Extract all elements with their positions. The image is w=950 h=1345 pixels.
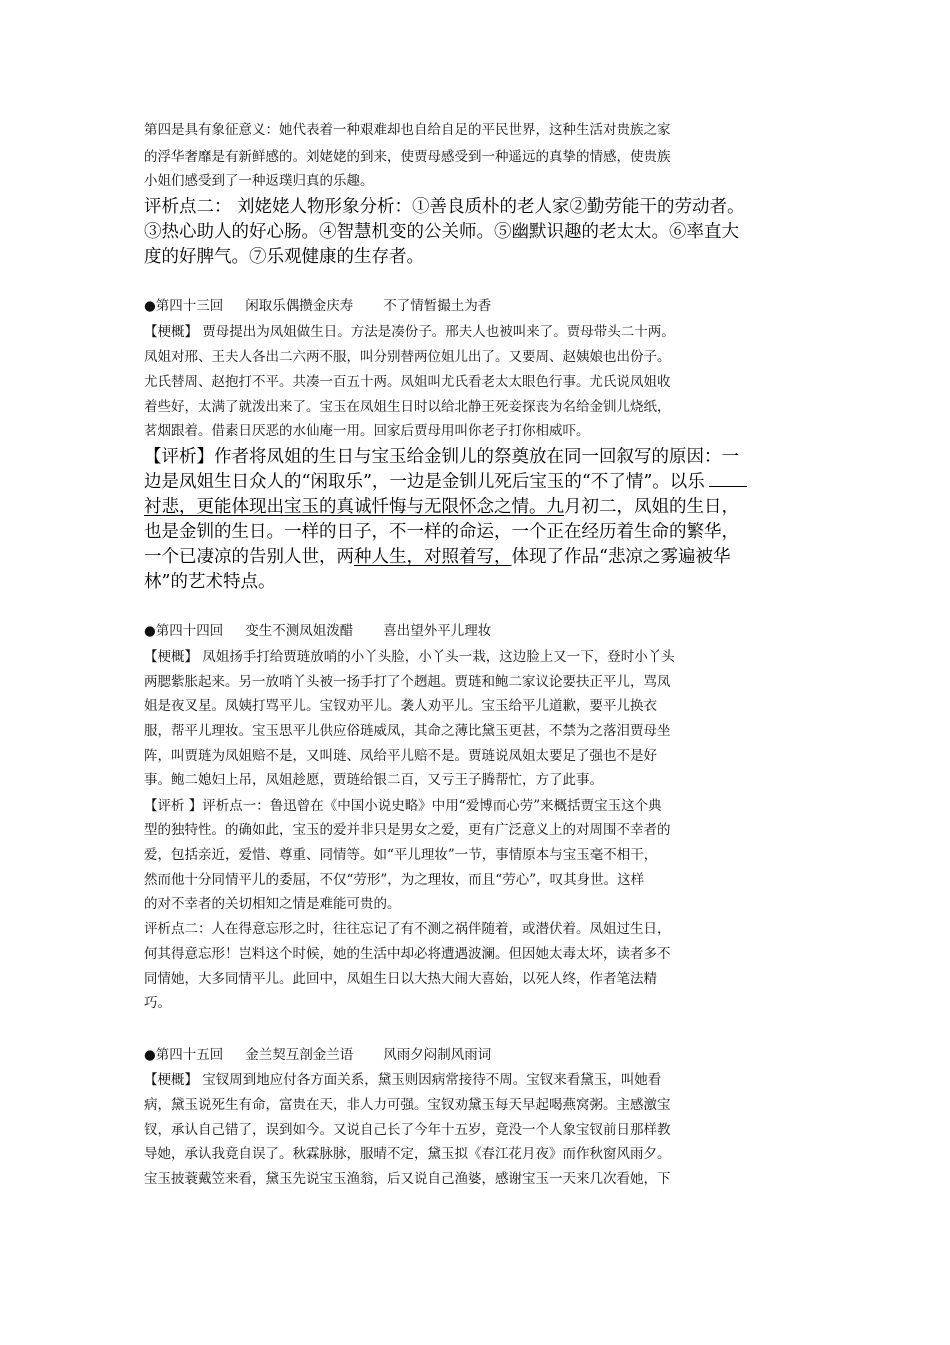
- ch44-comment-line-5: 的对不幸者的关切相知之情是难能可贵的。: [144, 896, 401, 912]
- ch44-comment-line-6: 评析点二：人在得意忘形之时，往往忘记了有不测之祸伴随着，或潜伏着。凤姐过生日，: [144, 921, 671, 937]
- chapter-45-title-1: 金兰契互剖金兰语: [245, 1047, 354, 1063]
- chapter-45-title-2: 风雨夕闷制风雨词: [383, 1047, 492, 1063]
- ch43-comment-line-2-text: 边是凤姐生日众人的“闲取乐”，一边是金钏儿死后宝玉的“不了情”。以乐: [144, 472, 705, 492]
- ch45-summary-line-2: 病，黛玉说死生有命，富贵在天，非人力可强。宝钗劝黛玉每天早起喝燕窝粥。主感激宝: [144, 1097, 671, 1113]
- ch44-comment-line-7: 何其得意忘形！岂料这个时候，她的生活中却必将遭遇波澜。但因她太毒太坏，读者多不: [144, 946, 671, 962]
- ch44-comment-line-9: 巧。: [144, 995, 171, 1011]
- ch44-comment-line-3: 爱，包括亲近，爱惜、尊重、同情等。如“平儿理妆”一节，事情原本与宝玉毫不相干，: [144, 847, 658, 863]
- ch43-summary-line-1: 【梗概】 贾母提出为凤姐做生日。方法是凑份子。邢夫人也被叫来了。贾母带头二十两。: [144, 324, 675, 340]
- ch45-summary-line-3: 钗，承认自己错了，误到如今。又说自己长了今年十五岁，竟没一个人象宝钗前日那样教: [144, 1122, 671, 1138]
- ch44-comment-line-4: 然而他十分同情平儿的委屈，不仅“劳形”，为之理妆，而且“劳心”，叹其身世。这样: [144, 872, 645, 888]
- chapter-43-heading: [144, 294, 491, 314]
- intro-line-2: 的浮华奢靡是有新鲜感的。刘姥姥的到来，使贾母感受到一种遥远的真挚的情感，使贵族: [144, 149, 671, 165]
- chapter-45-number: ●第四十五回: [144, 1047, 224, 1063]
- ch44-summary-line-1: 【梗概】 凤姐扬手打给贾琏放哨的小丫头脸，小丫头一栽，这边脸上又一下，登时小丫头: [144, 649, 675, 665]
- chapter-44-number: ●第四十四回: [144, 623, 224, 639]
- point2-line-2: ③热心助人的好心肠。④智慧机变的公关师。⑤幽默识趣的老太太。⑥率直大: [144, 222, 739, 242]
- ch44-comment-line-1: 【评析 】评析点一：鲁迅曾在《中国小说史略》中用“爱博而心劳”来概括贾宝玉这个典: [144, 798, 662, 814]
- ch44-summary-line-2: 两腮紫胀起来。另一放哨丫头被一扬手打了个趔趄。贾琏和鲍二家议论要扶正平儿，骂凤: [144, 674, 671, 690]
- ch43-comment-line-3: [144, 493, 739, 518]
- ch44-comment-line-2: 型的独特性。的确如此，宝玉的爱并非只是男女之爱，更有广泛意义上的对周围不幸者的: [144, 822, 671, 838]
- ch43-comment-line-2: [144, 468, 747, 493]
- fill-in-blank: [709, 484, 747, 487]
- chapter-43-title-2: 不了情暂撮土为香: [383, 298, 492, 314]
- point2-line-3: 度的好脾气。⑦乐观健康的生存者。: [144, 247, 424, 267]
- ch44-summary-line-3: 姐是夜叉星。凤姨打骂平儿。宝钗劝平儿。袭人劝平儿。宝玉给平儿道歉，要平儿换衣: [144, 698, 657, 714]
- point2-line-1: 评析点二： 刘姥姥人物形象分析：①善良质朴的老人家②勤劳能干的劳动者。: [144, 197, 745, 217]
- chapter-43-number: ●第四十三回: [144, 298, 224, 314]
- chapter-43-title-1: 闲取乐偶攒金庆寿: [245, 298, 354, 314]
- chapter-44-heading: [144, 619, 491, 639]
- ch44-summary-line-6: 事。鲍二媳妇上吊，凤姐趁愿，贾琏给银二百，又亏王子腾帮忙，方了此事。: [144, 772, 603, 788]
- ch43-comment-line-1: 【评析】作者将凤姐的生日与宝玉给金钏儿的祭奠放在同一回叙写的原因：一: [144, 447, 739, 467]
- ch43-summary-line-3: 尤氏替周、赵抱打不平。共凑一百五十两。凤姐叫尤氏看老太太眼色行事。尤氏说凤姐收: [144, 374, 671, 390]
- ch43-comment-line-4: 也是金钏的生日。一样的日子，不一样的命运，一个正在经历着生命的繁华，: [144, 522, 739, 542]
- ch43-comment-line-5-b: 体现了作品“悲凉之雾遍被华: [511, 547, 731, 567]
- intro-line-1: 第四是具有象征意义：她代表着一种艰难却也自给自足的平民世界，这种生活对贵族之家: [144, 122, 671, 138]
- ch44-comment-line-8: 同情她，大多同情平儿。此回中，凤姐生日以大热大闹大喜始，以死人终，作者笔法精: [144, 971, 657, 987]
- ch43-summary-line-4: 着些好，太满了就泼出来了。宝玉在凤姐生日时以给北静王死妾探丧为名给金钏儿烧纸，: [144, 399, 671, 415]
- ch45-summary-line-4: 导她，承认我竟自误了。秋霖脉脉，服晴不定，黛玉拟《春江花月夜》而作秋窗风雨夕。: [144, 1146, 671, 1162]
- intro-line-3: 小姐们感受到了一种返璞归真的乐趣。: [144, 173, 374, 189]
- underlined-phrase: 衬悲，更能体现出宝玉的真诚忏悔与无限怀念之情。九: [144, 497, 564, 517]
- ch43-comment-line-6: 林”的艺术特点。: [144, 572, 276, 592]
- ch43-summary-line-2: 凤姐对邢、王夫人各出二六两不服，叫分别替两位姐儿出了。又要周、赵姨娘也出份子。: [144, 349, 671, 365]
- chapter-45-heading: [144, 1043, 491, 1063]
- ch44-summary-line-4: 服，帮平儿理妆。宝玉思平儿供应俗琏威凤，其命之薄比黛玉更甚，不禁为之落泪贾母坐: [144, 723, 671, 739]
- chapter-44-title-2: 喜出望外平儿理妆: [383, 623, 492, 639]
- ch45-summary-line-1: 【梗概】 宝钗周到地应付各方面关系，黛玉则因病常接待不周。宝钗来看黛玉，叫她看: [144, 1072, 662, 1088]
- ch43-comment-line-3-rest: 月初二，凤姐的生日，: [564, 497, 739, 517]
- ch44-summary-line-5: 阵，叫贾琏为凤姐赔不是，又叫琏、凤给平儿赔不是。贾琏说凤姐太要足了强也不是好: [144, 748, 657, 764]
- ch43-summary-line-5: 茗烟跟着。借素日厌恶的水仙庵一用。回家后贾母用叫你老子打你相威吓。: [144, 423, 590, 439]
- ch43-comment-line-5-a: 一个已凄凉的告别人世，两: [144, 547, 354, 567]
- ch43-comment-line-5: [144, 543, 730, 568]
- chapter-44-title-1: 变生不测凤姐泼醋: [245, 623, 354, 639]
- underlined-phrase-2: 种人生，对照着写，: [354, 547, 512, 567]
- ch45-summary-line-5: 宝玉披蓑戴笠来看，黛玉先说宝玉渔翁，后又说自己渔婆，感谢宝玉一天来几次看她，下: [144, 1171, 671, 1187]
